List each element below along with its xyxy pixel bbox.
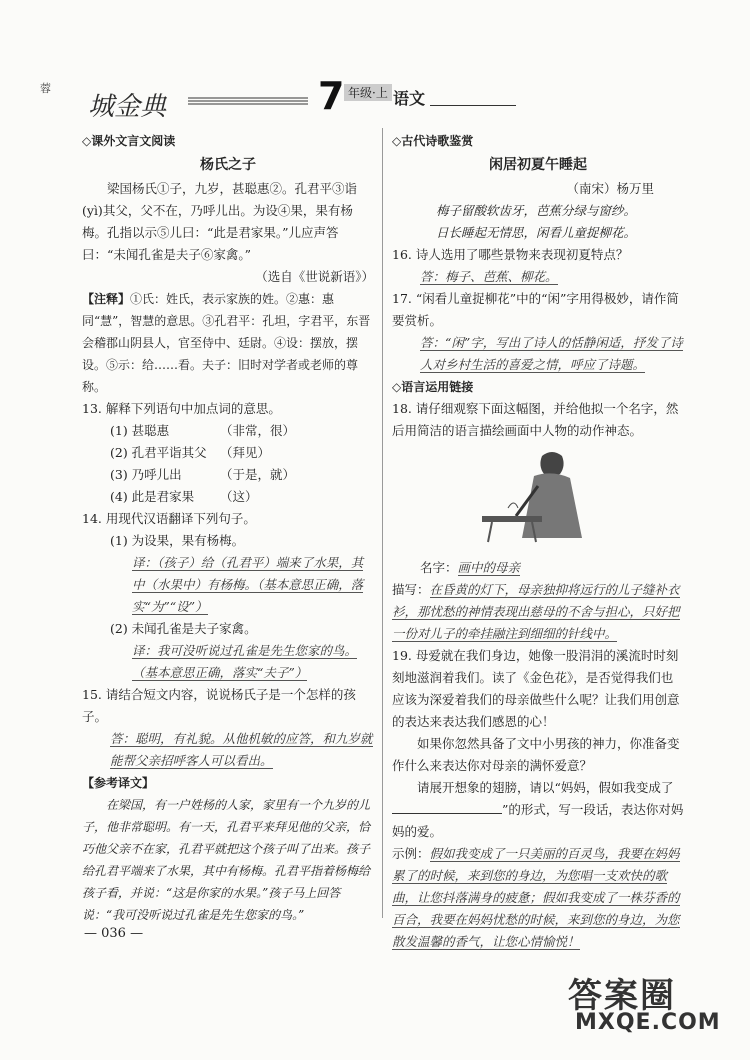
ref-text: 在梁国，有一户姓杨的人家，家里有一个九岁的儿子，他非常聪明。有一天，孔君平来拜见他的父亲，恰巧他父亲不在家，孔君平就把这个孩子叫了出来。孩子给孔君平端来了水果，其中有杨梅。孔君平指着杨梅给孩子看，并说：“这是你家的水果。”孩子马上回答说：“我可没听说过孔雀是先生您家的鸟。” (82, 798, 371, 922)
brand-small: 蓉 (40, 82, 52, 95)
notes-text: ①氏：姓氏，表示家族的姓。②惠：惠同“慧”，智慧的意思。③孔君平：孔坦，字君平，东晋会稽郡山阴县人，官至侍中、廷尉。④设：摆放，摆设。⑤示：给……看。夫子：旧时对学者或老师的尊称。 (82, 292, 371, 394)
q19-example: 示例：假如我变成了一只美丽的百灵鸟，我要在妈妈累了的时候，来到您的身边，为您唱一支欢快的歌曲，让您抖落满身的疲惫；假如我变成了一株芬香的百合，我要在妈妈忧愁的时候，来到您的身边，为您散发温馨的香气，让您心情愉悦！ (392, 846, 680, 949)
q14-1-answer: 译：（孩子）给（孔君平）端来了水果，其中（水果中）有杨梅。（基本意思正确，落实“为”“设”） (132, 555, 364, 614)
poem-line: 梅子留酸软齿牙，芭蕉分绿与窗纱。 (436, 203, 637, 218)
section-language-use: ◇语言运用链接 (392, 380, 474, 394)
section-classical-reading: ◇课外文言文阅读 (82, 134, 176, 148)
watermark-url: MXQE.COM (575, 1010, 721, 1035)
blank-line (392, 813, 502, 814)
q14-1: (1) 为设果，果有杨梅。 (110, 533, 245, 548)
left-column (82, 130, 374, 926)
q13-item: (4) 此是君家果 （这） (110, 489, 258, 504)
subject-label: 语文 (393, 89, 426, 108)
q13-item: (1) 甚聪惠 （非常，很） (110, 423, 296, 438)
question-18: 18. 请仔细观察下面这幅图，并给他拟一个名字，然后用简洁的语言描绘画面中人物的动作神态。 (392, 401, 679, 438)
question-15: 15. 请结合短文内容，说说杨氏子是一个怎样的孩子。 (82, 687, 356, 724)
q18-name: 名字：画中的母亲 (420, 560, 521, 575)
page-header (18, 74, 508, 122)
notes-block (82, 288, 374, 398)
poem-author: （南宋）杨万里 (566, 181, 654, 196)
grade-number: 7 (318, 74, 345, 118)
question-17: 17. “闲看儿童捉柳花”中的“闲”字用得极妙，请作简要赏析。 (392, 291, 679, 328)
question-16: 16. 诗人选用了哪些景物来表现初夏特点？ (392, 247, 629, 262)
passage-text: 梁国杨氏①子，九岁，甚聪惠②。孔君平③诣(yì)其父，父不在，乃呼儿出。为设④果，果有杨梅。孔指以示⑤儿曰：“此是君家果。”儿应声答曰：“未闻孔雀是夫子⑥家禽。” (82, 181, 358, 262)
grade-label: 年级·上 (344, 84, 392, 101)
right-column (392, 130, 684, 953)
q13-item: (2) 孔君平诣其父 （拜见） (110, 445, 271, 460)
poem-title: 闲居初夏午睡起 (489, 157, 587, 173)
q16-answer: 答：梅子、芭蕉、柳花。 (420, 269, 558, 284)
passage-title: 杨氏之子 (200, 157, 256, 173)
question-13: 13. 解释下列语句中加点词的意思。 (82, 401, 281, 416)
header-lines-icon (188, 96, 308, 106)
page-number: — 036 — (84, 926, 144, 941)
q19-paragraph-2: 如果你忽然具备了文中小男孩的神力，你准备变作什么来表达你对母亲的满怀爱意？ (392, 736, 680, 773)
section-poetry: ◇古代诗歌鉴赏 (392, 134, 474, 148)
reference-translation (82, 772, 374, 926)
mother-sewing-illustration (472, 446, 622, 546)
q15-answer: 答：聪明，有礼貌。从他机敏的应答，和九岁就能帮父亲招呼客人可以看出。 (110, 731, 373, 768)
q17-answer: 答：“闲”字，写出了诗人的恬静闲适，抒发了诗人对乡村生活的喜爱之情，呼应了诗题。 (420, 335, 683, 372)
q14-2-answer: 译：我可没听说过孔雀是先生您家的鸟。（基本意思正确，落实“夫子”） (132, 643, 358, 680)
notes-label: 【注释】 (82, 292, 131, 306)
q18-description: 描写：在昏黄的灯下，母亲独抑将远行的儿子缝补衣衫，那忧愁的神情表现出慈母的不舍与担心，只好把一份对儿子的牵挂融注到细细的针线中。 (392, 582, 680, 641)
subject-underline (430, 105, 516, 106)
question-14: 14. 用现代汉语翻译下列句子。 (82, 511, 256, 526)
watermark-logo: 答案圈 (568, 976, 676, 1016)
q13-item: (3) 乃呼儿出 （于是，就） (110, 467, 296, 482)
column-divider (382, 128, 383, 918)
q19-paragraph-3: 请展开想象的翅膀，请以“妈妈，假如我变成了”的形式，写一段话，表达你对妈妈的爱。 (392, 780, 684, 839)
brand-logo: 城金典 (88, 92, 167, 122)
passage-source: （选自《世说新语》） (255, 269, 374, 284)
poem-line: 日长睡起无情思，闲看儿童捉柳花。 (436, 225, 637, 240)
q13-list (82, 420, 374, 508)
q14-2: (2) 未闻孔雀是夫子家禽。 (110, 621, 257, 636)
ref-label: 【参考译文】 (82, 776, 155, 790)
question-19: 19. 母爱就在我们身边，她像一股涓涓的溪流时时刻刻地滋润着我们。读了《金色花》，是否觉得我们也应该为深爱着我们的母亲做些什么呢？让我们用创意的表达来表达我们感恩的心！ (392, 648, 680, 729)
